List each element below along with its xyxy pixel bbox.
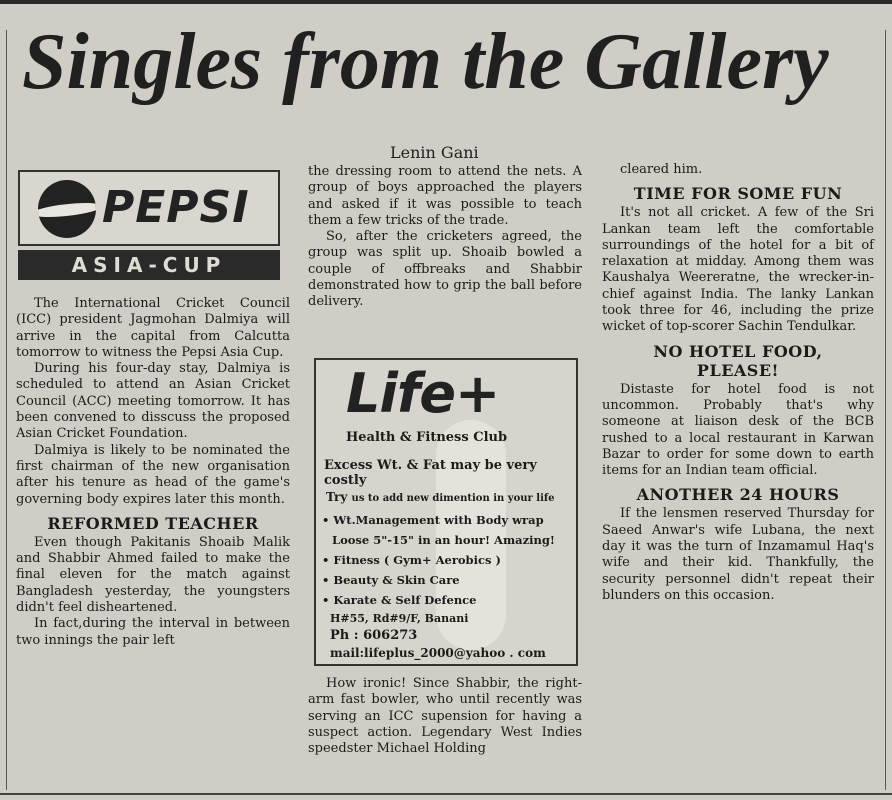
ad-email: mail:lifeplus_2000@yahoo . com bbox=[330, 646, 546, 660]
lifeplus-logo: Life+ bbox=[346, 362, 500, 425]
ad-address: H#55, Rd#9/F, Banani bbox=[330, 612, 469, 625]
ad-phone: Ph : 606273 bbox=[330, 628, 418, 643]
ad-service-item: • Beauty & Skin Care bbox=[322, 573, 460, 587]
ad-services-list bbox=[322, 510, 555, 610]
paragraph: cleared him. bbox=[620, 162, 703, 177]
lifeplus-advertisement bbox=[314, 358, 578, 666]
paragraph: During his four-day stay, Dalmiya is scheduled to attend an Asian Cricket Council (ACC) meeting tomorrow. It has been convened to disscuss the proposed Asian Cricket Foundation. bbox=[16, 361, 290, 442]
pepsi-wordmark: PEPSI bbox=[102, 182, 250, 233]
page-title: Singles from the Gallery bbox=[22, 18, 829, 106]
subheading-no-hotel-food: NO HOTEL FOOD, PLEASE! bbox=[653, 341, 823, 380]
ad-warning: Excess Wt. & Fat may be very costly bbox=[324, 458, 537, 488]
ad-service-item: • Wt.Management with Body wrap bbox=[322, 513, 544, 527]
article-column-3 bbox=[602, 162, 874, 604]
asia-cup-banner: ASIA-CUP bbox=[18, 250, 280, 280]
paragraph: It's not all cricket. A few of the Sri Lankan team left the comfortable surroundings of the hotel for a bit of relaxation at midday. Among them was Kaushalya Weereratne, the wrecker-in-chief against India. The lanky Lankan took three for 46, including the prize wicket of top-scorer Sachin Tendulkar. bbox=[602, 205, 874, 335]
ad-tagline: Try us to add new dimention in your life bbox=[326, 490, 555, 504]
right-rule bbox=[885, 30, 886, 790]
pepsi-asia-cup-logo bbox=[18, 170, 280, 282]
subheading-another-24-hours: ANOTHER 24 HOURS bbox=[636, 485, 840, 505]
left-rule bbox=[6, 30, 7, 790]
paragraph: Even though Pakitanis Shoaib Malik and Shabbir Ahmed failed to make the final eleven for the match against Bangladesh yesterday, the youngsters didn't feel disheartened. bbox=[16, 534, 290, 616]
ad-club-name: Health & Fitness Club bbox=[346, 430, 508, 445]
paragraph: The International Cricket Council (ICC) president Jagmohan Dalmiya will arrive in the capital from Calcutta tomorrow to witness the Pepsi Asia Cup. bbox=[16, 296, 290, 360]
ad-service-item: • Karate & Self Defence bbox=[322, 593, 477, 607]
top-rule bbox=[0, 0, 892, 4]
paragraph: So, after the cricketers agreed, the group was split up. Shoaib bowled a couple of offbreaks and Shabbir demonstrated how to grip the ball before delivery. bbox=[308, 229, 582, 310]
pepsi-logo-top bbox=[18, 170, 280, 246]
bottom-rule bbox=[0, 793, 892, 795]
ad-service-item: • Fitness ( Gym+ Aerobics ) bbox=[322, 553, 501, 567]
subheading-reformed-teacher: REFORMED TEACHER bbox=[47, 513, 259, 533]
ad-service-item: Loose 5"-15" in an hour! Amazing! bbox=[332, 533, 555, 547]
paragraph: How ironic! Since Shabbir, the right-arm fast bowler, who until recently was serving an ICC supension for having a suspect action. Legendary West Indies speedster Michael Holding bbox=[308, 676, 582, 757]
article-column-2 bbox=[308, 164, 582, 311]
paragraph: the dressing room to attend the nets. A group of boys approached the players and asked if it was possible to teach them a few tricks of the trade. bbox=[308, 164, 582, 228]
article-column-2-continued bbox=[308, 676, 582, 757]
paragraph: Distaste for hotel food is not uncommon. Probably that's why someone at liaison desk of the BCB rushed to a local restaurant in Karwan Bazar to order for some down to earth items for an Indian team official. bbox=[602, 381, 874, 479]
article-column-1 bbox=[16, 296, 290, 649]
byline: Lenin Gani bbox=[390, 143, 479, 162]
pepsi-globe-icon bbox=[38, 180, 96, 238]
paragraph: In fact,during the interval in between two innings the pair left bbox=[16, 616, 290, 648]
subheading-time-for-some-fun: TIME FOR SOME FUN bbox=[633, 184, 843, 204]
paragraph: If the lensmen reserved Thursday for Saeed Anwar's wife Lubana, the next day it was the turn of Inzamamul Haq's wife and their kid. Thankfully, the security personnel didn't repeat their blunders on this occasion. bbox=[602, 506, 874, 603]
paragraph: Dalmiya is likely to be nominated the first chairman of the new organisation after his tenure as head of the game's governing body expires later this month. bbox=[16, 442, 290, 507]
